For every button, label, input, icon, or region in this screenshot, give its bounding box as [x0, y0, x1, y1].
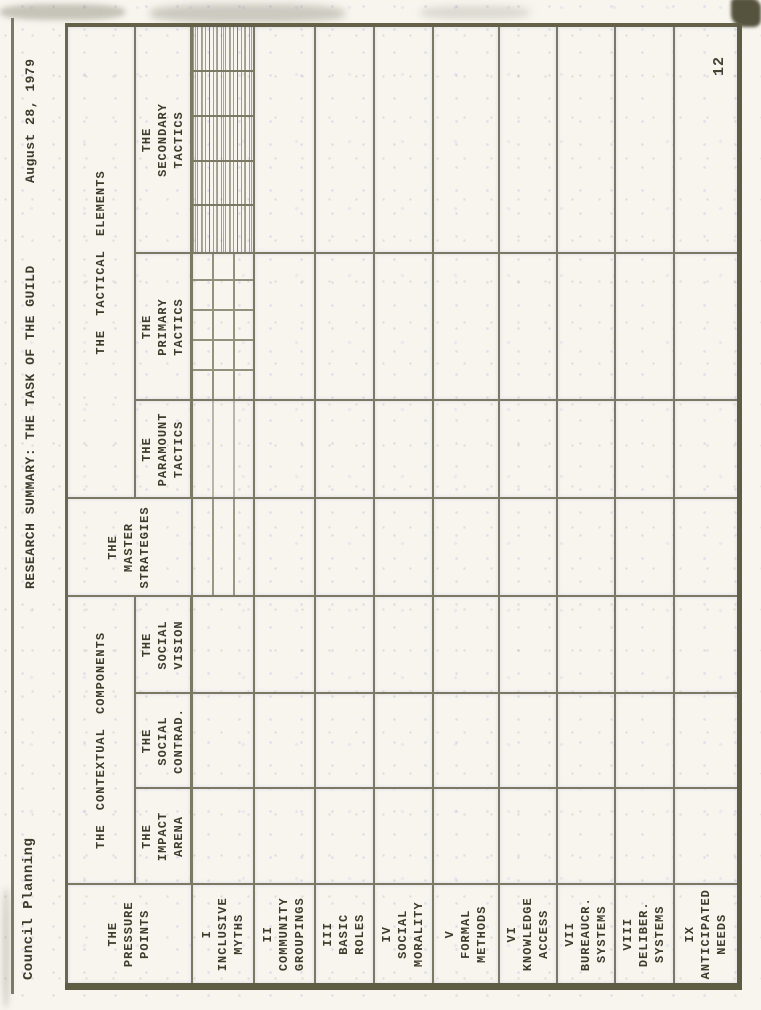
- col-header-social-vision: THE SOCIAL VISION: [135, 596, 192, 693]
- data-cell: [192, 400, 254, 498]
- col-header-secondary-tactics: THE SECONDARY TACTICS: [135, 25, 192, 253]
- data-cell: [254, 25, 315, 253]
- data-cell: [557, 596, 615, 693]
- scan-smudge: [420, 6, 530, 19]
- col-header-impact-arena: THE IMPACT ARENA: [135, 789, 192, 885]
- data-cell: [315, 253, 374, 400]
- data-cell: [433, 25, 499, 253]
- data-cell: [315, 25, 374, 253]
- data-cell: [433, 253, 499, 400]
- data-cell: [433, 596, 499, 693]
- row-header-vi: VI KNOWLEDGE ACCESS: [499, 885, 557, 987]
- col-header-primary-tactics: THE PRIMARY TACTICS: [135, 253, 192, 400]
- scan-smudge: [2, 888, 10, 1008]
- scan-smudge: [150, 4, 345, 23]
- col-header-social-contrad: THE SOCIAL CONTRAD.: [135, 694, 192, 789]
- data-cell: [254, 694, 315, 789]
- data-cell: [674, 25, 740, 253]
- data-cell: [254, 253, 315, 400]
- data-cell: [615, 596, 674, 693]
- col-header-paramount-tactics: THE PARAMOUNT TACTICS: [135, 400, 192, 498]
- data-cell: [674, 253, 740, 400]
- header-master-strategies: THE MASTER STRATEGIES: [67, 498, 192, 596]
- data-cell: [499, 253, 557, 400]
- data-cell: [615, 694, 674, 789]
- row-header-v: V FORMAL METHODS: [433, 885, 499, 987]
- annotation-lines-master-i: [193, 499, 253, 595]
- data-cell: [557, 498, 615, 596]
- data-cell: [557, 400, 615, 498]
- data-cell: [315, 789, 374, 885]
- data-cell: [499, 400, 557, 498]
- data-cell: [192, 789, 254, 885]
- data-cell: [499, 596, 557, 693]
- data-cell: [192, 25, 254, 253]
- data-cell: [499, 25, 557, 253]
- annotation-grid-primary-i: [193, 254, 253, 399]
- data-cell: [557, 694, 615, 789]
- data-cell: [254, 498, 315, 596]
- row-header-vii: VII BUREAUCR. SYSTEMS: [557, 885, 615, 987]
- row-header-iii: III BASIC ROLES: [315, 885, 374, 987]
- data-cell: [374, 498, 433, 596]
- row-header-viii: VIII DELIBER. SYSTEMS: [615, 885, 674, 987]
- data-cell: [192, 694, 254, 789]
- annotation-hatch-secondary-i: [193, 27, 253, 252]
- data-cell: [315, 400, 374, 498]
- page-number: 12: [711, 55, 728, 76]
- data-cell: [315, 498, 374, 596]
- data-cell: [433, 400, 499, 498]
- data-cell: [615, 400, 674, 498]
- data-cell: [674, 694, 740, 789]
- data-cell: [192, 498, 254, 596]
- data-cell: [374, 596, 433, 693]
- data-cell: [254, 400, 315, 498]
- data-cell: [499, 789, 557, 885]
- data-cell: [254, 789, 315, 885]
- page-title: RESEARCH SUMMARY: THE TASK OF THE GUILD: [23, 265, 38, 589]
- data-cell: [374, 25, 433, 253]
- data-cell: [674, 596, 740, 693]
- data-cell: [254, 596, 315, 693]
- data-cell: [433, 789, 499, 885]
- data-cell: [192, 253, 254, 400]
- data-cell: [557, 25, 615, 253]
- row-header-ii: II COMMUNITY GROUPINGS: [254, 885, 315, 987]
- summary-table: [65, 23, 742, 990]
- header-date: August 28, 1979: [23, 58, 38, 183]
- scan-smudge: [0, 4, 125, 20]
- data-cell: [674, 498, 740, 596]
- header-organization: Council Planning: [21, 837, 37, 980]
- data-cell: [615, 25, 674, 253]
- group-header-tactical-elements: THE TACTICAL ELEMENTS: [67, 25, 135, 498]
- row-header-iv: IV SOCIAL MORALITY: [374, 885, 433, 987]
- data-cell: [192, 596, 254, 693]
- data-cell: [374, 694, 433, 789]
- data-cell: [557, 253, 615, 400]
- data-cell: [499, 694, 557, 789]
- data-cell: [433, 694, 499, 789]
- row-header-ix: IX ANTICIPATED NEEDS: [674, 885, 740, 987]
- group-header-contextual-components: THE CONTEXTUAL COMPONENTS: [67, 596, 135, 884]
- data-cell: [315, 596, 374, 693]
- data-cell: [315, 694, 374, 789]
- data-cell: [374, 253, 433, 400]
- scan-edge-line: [11, 18, 14, 994]
- data-cell: [674, 400, 740, 498]
- data-cell: [374, 789, 433, 885]
- data-cell: [615, 498, 674, 596]
- data-cell: [374, 400, 433, 498]
- row-header-i: I INCLUSIVE MYTHS: [192, 885, 254, 987]
- data-cell: [615, 789, 674, 885]
- data-cell: [557, 789, 615, 885]
- data-cell: [499, 498, 557, 596]
- data-cell: [674, 789, 740, 885]
- annotation-lines-paramount-i: [193, 401, 253, 497]
- data-cell: [615, 253, 674, 400]
- data-cell: [433, 498, 499, 596]
- corner-header-pressure-points: THE PRESSURE POINTS: [67, 885, 192, 987]
